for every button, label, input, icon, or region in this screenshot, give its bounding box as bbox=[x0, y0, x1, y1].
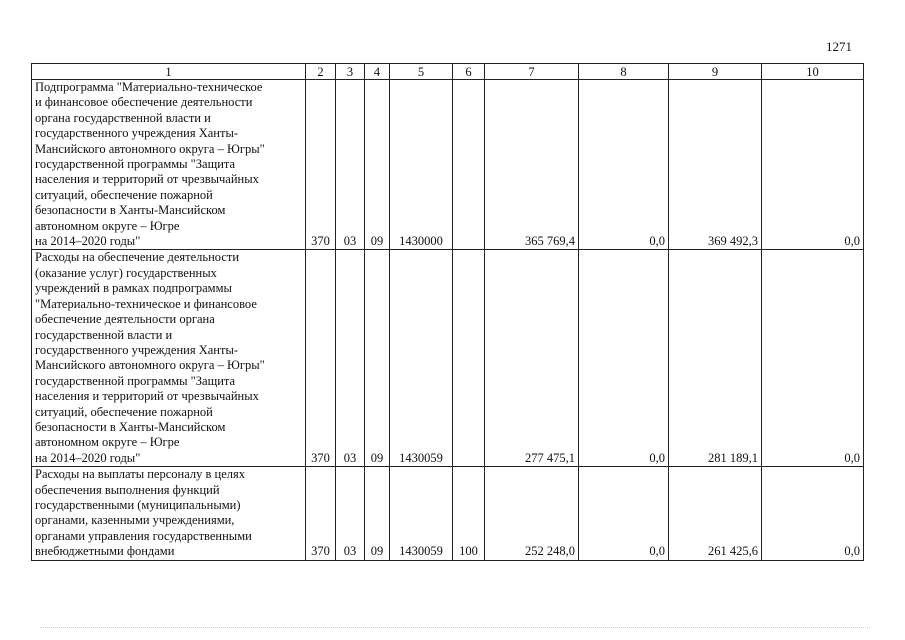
cell-col8: 0,0 bbox=[579, 467, 669, 560]
column-header-4: 4 bbox=[365, 64, 390, 80]
cell-col6 bbox=[453, 250, 485, 467]
cell-col8: 0,0 bbox=[579, 250, 669, 467]
cell-col8: 0,0 bbox=[579, 80, 669, 250]
cell-col10: 0,0 bbox=[762, 250, 864, 467]
cell-col3: 03 bbox=[336, 80, 365, 250]
column-header-6: 6 bbox=[453, 64, 485, 80]
cell-col9: 281 189,1 bbox=[669, 250, 762, 467]
column-header-7: 7 bbox=[485, 64, 579, 80]
cell-col2: 370 bbox=[306, 80, 336, 250]
cell-col10: 0,0 bbox=[762, 467, 864, 560]
cell-col2: 370 bbox=[306, 250, 336, 467]
cell-col3: 03 bbox=[336, 250, 365, 467]
cell-col4: 09 bbox=[365, 467, 390, 560]
column-header-3: 3 bbox=[336, 64, 365, 80]
row-description-text: Подпрограмма "Материально-техническое и финансовое обеспечение деятельности органа государственной власти и государственного учреждения Ханты- Мансийского автономного округа – Югры" государственной программы "Защита населения и территорий от чрезвычайных ситуаций, обеспечение пожарной безопасности в Ханты-Мансийском автономном округе – Югре на 2014–2020 годы" bbox=[35, 80, 265, 249]
row-description bbox=[32, 80, 306, 250]
cell-col7: 252 248,0 bbox=[485, 467, 579, 560]
cell-col4: 09 bbox=[365, 250, 390, 467]
column-header-10: 10 bbox=[762, 64, 864, 80]
column-header-9: 9 bbox=[669, 64, 762, 80]
scan-artifact-line bbox=[40, 627, 870, 629]
cell-col10: 0,0 bbox=[762, 80, 864, 250]
cell-col6: 100 bbox=[453, 467, 485, 560]
column-header-2: 2 bbox=[306, 64, 336, 80]
cell-col4: 09 bbox=[365, 80, 390, 250]
row-description bbox=[32, 467, 306, 560]
cell-col5: 1430000 bbox=[390, 80, 453, 250]
page-number: 1271 bbox=[826, 39, 852, 54]
cell-col6 bbox=[453, 80, 485, 250]
row-description-text: Расходы на обеспечение деятельности (оказание услуг) государственных учреждений в рамках подпрограммы "Материально-техническое и финансовое обеспечение деятельности органа государственной власти и государственного учреждения Ханты- Мансийского автономного округа – Югры" государственной программы "Защита населения и территорий от чрезвычайных ситуаций, обеспечение пожарной безопасности в Ханты-Мансийском автономном округе – Югре на 2014–2020 годы" bbox=[35, 250, 265, 465]
cell-col7: 365 769,4 bbox=[485, 80, 579, 250]
row-description-text: Расходы на выплаты персоналу в целях обеспечения выполнения функций государственными (муниципальными) органами, казенными учреждениями, органами управления государственными внебюджетными фондами bbox=[35, 467, 252, 559]
table-row bbox=[32, 467, 864, 560]
cell-col9: 261 425,6 bbox=[669, 467, 762, 560]
cell-col9: 369 492,3 bbox=[669, 80, 762, 250]
cell-col3: 03 bbox=[336, 467, 365, 560]
table-row bbox=[32, 80, 864, 250]
header-row bbox=[32, 64, 864, 80]
budget-table bbox=[31, 63, 864, 561]
table-row bbox=[32, 250, 864, 467]
row-description bbox=[32, 250, 306, 467]
cell-col5: 1430059 bbox=[390, 467, 453, 560]
cell-col5: 1430059 bbox=[390, 250, 453, 467]
column-header-1: 1 bbox=[32, 64, 306, 80]
cell-col2: 370 bbox=[306, 467, 336, 560]
column-header-8: 8 bbox=[579, 64, 669, 80]
column-header-5: 5 bbox=[390, 64, 453, 80]
cell-col7: 277 475,1 bbox=[485, 250, 579, 467]
